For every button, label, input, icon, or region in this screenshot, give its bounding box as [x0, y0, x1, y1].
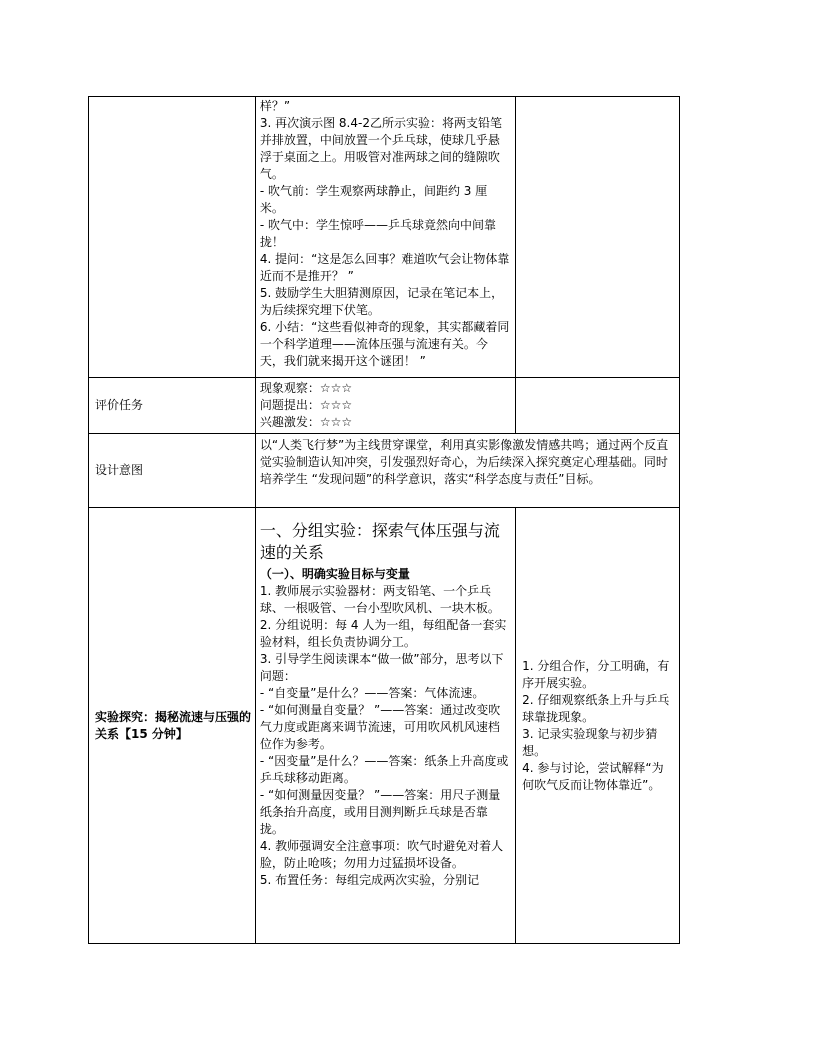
- teacher-activity-cell: [255, 508, 515, 944]
- teacher-activity-cell: [255, 97, 515, 378]
- section-heading: 一、分组实验：探索气体压强与流速的关系: [259, 521, 500, 562]
- student-activity-cell: [516, 97, 680, 378]
- text-line: 样？”: [259, 99, 291, 113]
- text-line: 1. 教师展示实验器材：两支铅笔、一个乒乓球、一根吸管、一台小型吹风机、一块木板。: [259, 584, 500, 615]
- text-line: - “如何测量自变量？ ”——答案：通过改变吹气力度或距离来调节流速，可用吹风机风速档位作为参考。: [259, 703, 501, 751]
- design-text: 以“人类飞行梦”为主线贯穿课堂，利用真实影像激发情感共鸣；通过两个反直觉实验制造认知冲突，引发强烈好奇心，为后续深入探究奠定心理基础。同时培养学生 “发现问题”的科学意识，落实“科学态度与责任”目标。: [259, 438, 669, 486]
- table-row: [89, 434, 680, 508]
- text-line: - “自变量”是什么？——答案：气体流速。: [259, 686, 485, 700]
- design-label-cell: [89, 434, 256, 508]
- star-rating: ☆☆☆: [319, 381, 353, 395]
- star-rating: ☆☆☆: [319, 415, 353, 429]
- empty-cell: [516, 378, 680, 434]
- design-content-cell: [255, 434, 679, 508]
- text-line: 6. 小结：“这些看似神奇的现象，其实都藏着同一个科学道理——流体压强与流速有关。今天，我们就来揭开这个谜团！ ”: [259, 320, 510, 368]
- text-line: 3. 引导学生阅读课本“做一做”部分，思考以下问题：: [259, 652, 504, 683]
- text-line: 3. 再次演示图 8.4-2乙所示实验：将两支铅笔并排放置，中间放置一个乒乓球，使球几乎悬浮于桌面之上。用吸管对准两球之间的缝隙吹气。: [259, 116, 502, 181]
- student-item: 1. 分组合作，分工明确，有序开展实验。: [522, 658, 670, 690]
- design-label: 设计意图: [95, 463, 144, 477]
- text-line: 4. 提问：“这是怎么回事？难道吹气会让物体靠近而不是推开？ ”: [259, 252, 510, 283]
- student-item: 4. 参与讨论，尝试解释“为何吹气反而让物体靠近”。: [522, 760, 664, 792]
- table-row: [89, 378, 680, 434]
- text-line: 2. 分组说明：每 4 人为一组，每组配备一套实验材料，组长负责协调分工。: [259, 618, 507, 649]
- lesson-plan-table: [88, 96, 680, 944]
- student-item: 2. 仔细观察纸条上升与乒乓球靠拢现象。: [522, 692, 670, 724]
- evaluation-content-cell: [255, 378, 515, 434]
- table-row: [89, 508, 680, 944]
- text-line: 5. 鼓励学生大胆猜测原因，记录在笔记本上，为后续探究埋下伏笔。: [259, 286, 504, 317]
- text-line: - 吹气前：学生观察两球静止，间距约 3 厘米。: [259, 184, 488, 215]
- student-activity-cell: [516, 508, 680, 944]
- rating-item: 问题提出：☆☆☆: [259, 398, 353, 412]
- star-rating: ☆☆☆: [319, 398, 353, 412]
- experiment-label-cell: [89, 508, 256, 944]
- text-line: - “如何测量因变量？ ”——答案：用尺子测量纸条抬升高度，或用目测判断乒乓球是否靠拢。: [259, 788, 501, 836]
- text-line: - 吹气中：学生惊呼——乒乓球竟然向中间靠拢！: [259, 218, 496, 249]
- time-label: 【15 分钟】: [119, 726, 188, 741]
- rating-item: 兴趣激发：☆☆☆: [259, 415, 353, 429]
- student-item: 3. 记录实验现象与初步猜想。: [522, 726, 658, 758]
- empty-label-cell: [89, 97, 256, 378]
- text-line: - “因变量”是什么？——答案：纸条上升高度或乒乓球移动距离。: [259, 754, 509, 785]
- text-line: 4. 教师强调安全注意事项：吹气时避免对着人脸，防止呛咳；勿用力过猛损坏设备。: [259, 839, 504, 870]
- evaluation-label-cell: [89, 378, 256, 434]
- experiment-label: 实验探究：揭秘流速与压强的关系: [95, 709, 252, 741]
- text-line: 5. 布置任务：每组完成两次实验，分别记: [259, 873, 480, 887]
- table-row: [89, 97, 680, 378]
- evaluation-label: 评价任务: [95, 398, 144, 412]
- rating-item: 现象观察：☆☆☆: [259, 381, 353, 395]
- sub-heading: （一）、明确实验目标与变量: [259, 567, 410, 581]
